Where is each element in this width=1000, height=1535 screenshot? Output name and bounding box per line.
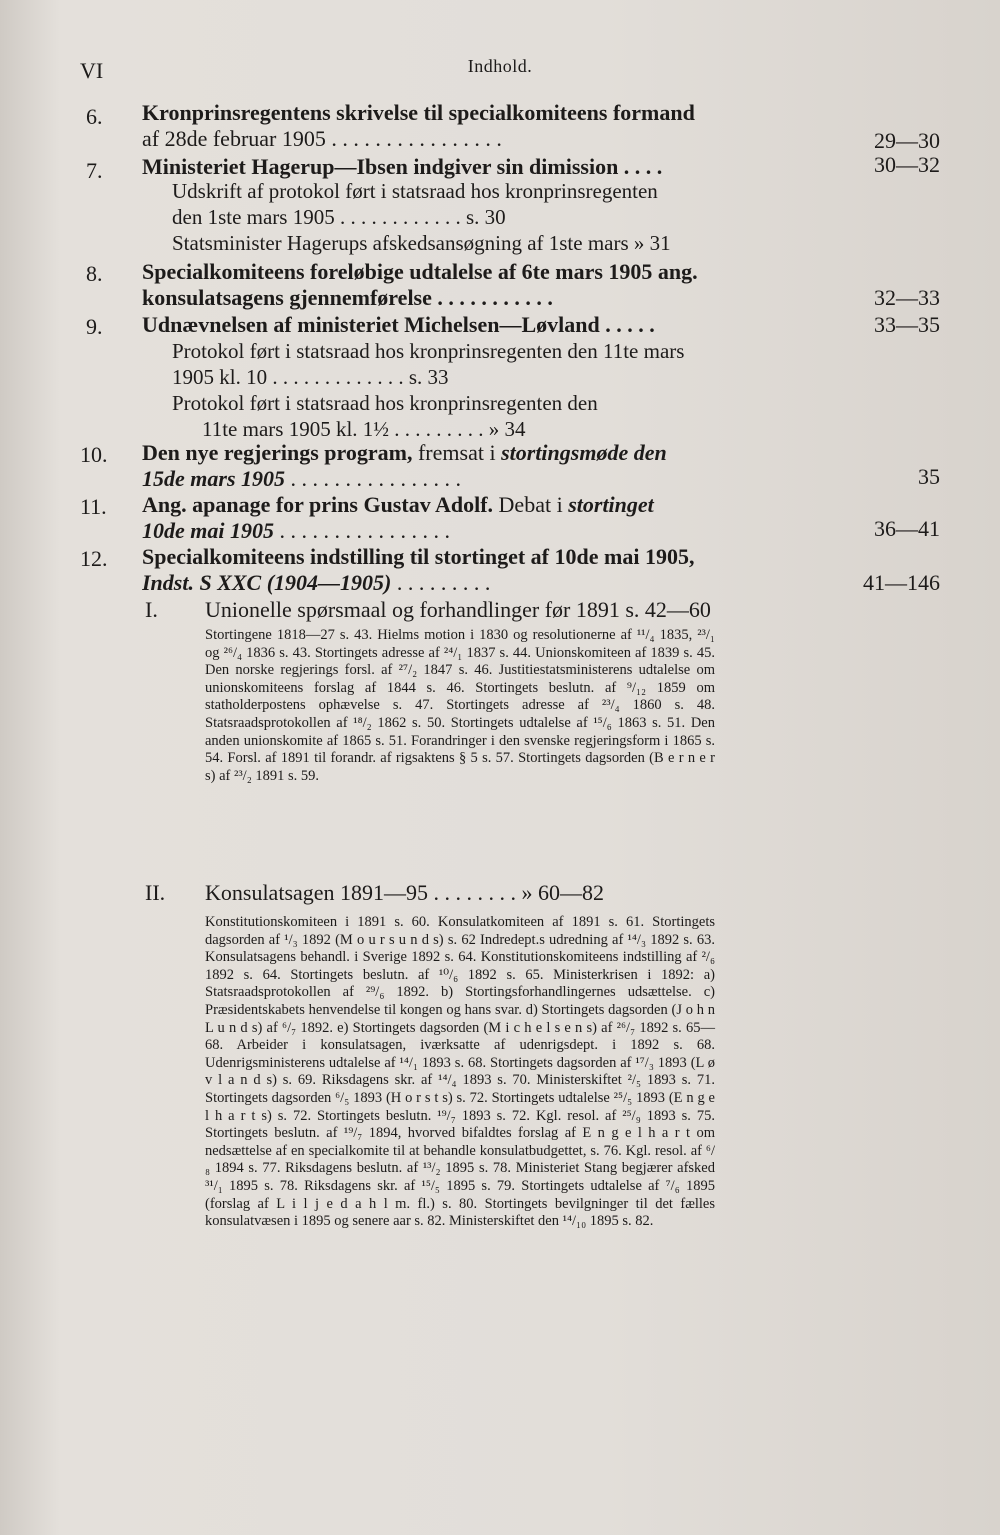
entry-number: 8. [86,261,103,286]
section-numeral: II. [145,880,166,905]
entry-subline: den 1ste mars 1905 . . . . . . . . . . . . s. 30 [172,205,506,229]
entry-subline: Protokol ført i statsraad hos kronprinsregenten den 11te mars [172,339,685,363]
entry-title-italic: stortinget [568,492,654,517]
entry-subline: 11te mars 1905 kl. 1½ . . . . . . . . . » 34 [202,417,526,441]
section-summary: Stortingene 1818—27 s. 43. Hielms motion i 1830 og resolutionerne af ¹¹/₄ 1835, ²³/₁ og ²⁶/₄ 1836 s. 43. Stortingets adresse af ²⁴/₁ 1837 s. 44. Unionskomiteen af 1839 s. 45. Den norske regjerings forsl. af ²⁷/₂ 1847 s. 46. Justitiestatsministerens udtalelse om unionskomiteens forslag af 1844 s. 46. Stortingets beslutn. af ⁹/₁₂ 1859 om statholderpostens ophævelse s. 47. Stortingets adresse af ²³/₄ 1860 s. 48. Statsraadsprotokollen af ¹⁸/₂ 1862 s. 50. Stortingets udtalelse af ¹⁵/₆ 1863 s. 51. Den anden unionskomite af 1865 s. 51. Forandringer i den svenske regjeringsform i 1865 s. 54. Forsl. af 1891 til forandr. af rigsaktens § 5 s. 57. Stortingets dagsorden (B e r n e r s) af ²³/₂ 1891 s. 59. [205,627,715,784]
entry-leader: . . . . . . . . . . . . . . . . [285,466,461,491]
entry-title: Specialkomiteens foreløbige udtalelse af 6te mars 1905 ang. [142,259,698,284]
entry-pages: 36—41 [874,516,940,541]
entry-subline: Statsminister Hagerups afskedsansøgning af 1ste mars » 31 [172,231,671,255]
entry-number: 12. [80,546,108,571]
entry-pages: 29—30 [874,128,940,153]
entry-leader: . . . . . . . . . . . . . . . . [274,518,450,543]
page-number: VI [80,58,104,83]
section-title: Unionelle spørsmaal og forhandlinger før 1891 s. 42—60 [205,597,711,622]
running-title: Indhold. [467,56,533,76]
entry-title: Specialkomiteens indstilling til stortinget af 10de mai 1905, [142,544,695,569]
entry-pages: 35 [918,464,940,489]
entry-title-plain: fremsat i [412,440,502,465]
entry-pages: 32—33 [874,285,940,310]
entry-reference-italic: Indst. S XXC (1904—1905) [142,570,392,595]
entry-title-italic: stortingsmøde den [501,440,667,465]
entry-title-cont: konsulatsagens gjennemførelse . . . . . . . . . . . [142,285,553,310]
entry-title-cont [142,570,912,596]
entry-title: Udnævnelsen af ministeriet Michelsen—Løvland . . . . . [142,312,655,337]
entry-leader: . . . . . . . . . [391,570,491,595]
entry-subline: Protokol ført i statsraad hos kronprinsregenten den [172,391,598,415]
entry-title-plain: Debat i [493,492,569,517]
entry-title-cont [142,518,912,544]
entry-title-cont [142,466,912,492]
entry-pages: 30—32 [874,152,940,177]
entry-number: 6. [86,104,103,129]
section-numeral: I. [145,597,158,622]
entry-subline: Udskrift af protokol ført i statsraad hos kronprinsregenten [172,179,658,203]
entry-date-italic: 10de mai 1905 [142,518,274,543]
entry-date-italic: 15de mars 1905 [142,466,285,491]
entry-subline: 1905 kl. 10 . . . . . . . . . . . . . s. 33 [172,365,449,389]
entry-pages: 41—146 [863,570,940,595]
entry-title [142,492,912,518]
section-title: Konsulatsagen 1891—95 . . . . . . . . » 60—82 [205,880,605,905]
entry-number: 11. [80,494,107,519]
entry-title-cont: af 28de februar 1905 . . . . . . . . . . . . . . . . [142,126,502,151]
entry-number: 10. [80,442,108,467]
entry-title-bold: Ang. apanage for prins Gustav Adolf. [142,492,494,517]
entry-title: Kronprinsregentens skrivelse til specialkomiteens formand [142,100,695,125]
entry-number: 9. [86,314,103,339]
entry-title: Ministeriet Hagerup—Ibsen indgiver sin dimission . . . . [142,154,663,179]
entry-number: 7. [86,158,103,183]
section-summary: Konstitutionskomiteen i 1891 s. 60. Konsulatkomiteen af 1891 s. 61. Stortingets dagsorden af ¹/₃ 1892 (M o u r s u n d s) s. 62 Indredept.s udredning af ¹⁴/₃ 1892 s. 63. Konsulatsagens behandl. i Sverige 1892 s. 64. Konstitutionskomiteens indstilling af ²/₆ 1892 s. 64. Stortingets beslutn. af ¹⁰/₆ 1892 s. 65. Ministerkrisen i 1892: a) Statsraadsprotokollen af ²⁹/₆ 1892. b) Stortingsforhandlingernes udsættelse. c) Præsidentskabets henvendelse til kongen og hans svar. d) Stortingets dagsorden (J o h n L u n d s) af ⁶/₇ 1892. e) Stortingets dagsorden (M i c h e l s e n s) af ²⁶/₇ 1892 s. 65—68. Arbeider i konsulatsagen, iværksatte af udenrigsdept. i 1892 s. 68. Udenrigsministerens udtalelse af ¹⁴/₁ 1893 s. 68. Stortingets dagsorden af ¹⁷/₃ 1893 (L ø v l a n d s) s. 69. Riksdagens skr. af ¹⁴/₄ 1893 s. 70. Ministerskiftet ²/₅ 1893 s. 71. Stortingets dagsorden ⁶/₅ 1893 (H o r s t s) s. 72. Stortingets udtalelse ²⁵/₅ 1893 (E n g e l h a r t s) s. 72. Stortingets beslutn. ¹⁹/₇ 1893 s. 72. Kgl. resol. af ²⁵/₉ 1893 s. 75. Stortingets beslutn. af ¹⁹/₇ 1894, hvorved bifaldtes forslag af E n g e l h a r t om nedsættelse af en specialkomite til at behandle konsulatbudgettet, s. 76. Kgl. resol. af ⁶/₈ 1894 s. 77. Riksdagens beslutn. af ¹³/₂ 1895 s. 78. Ministeriet Stang begjærer afsked ³¹/₁ 1895 s. 78. Riksdagens skr. af ¹⁵/₅ 1895 s. 79. Stortingets udtalelse af ⁷/₆ 1895 (forslag af L i l j e d a h l m. fl.) s. 80. Stortingets bevilgninger til det fælles konsulatvæsen i 1895 og senere aar s. 82. Ministerskiftet den ¹⁴/₁₀ 1895 s. 82. [205,914,715,1230]
entry-pages: 33—35 [874,312,940,337]
entry-title-bold: Den nye regjerings program, [142,440,413,465]
entry-title [142,440,912,466]
